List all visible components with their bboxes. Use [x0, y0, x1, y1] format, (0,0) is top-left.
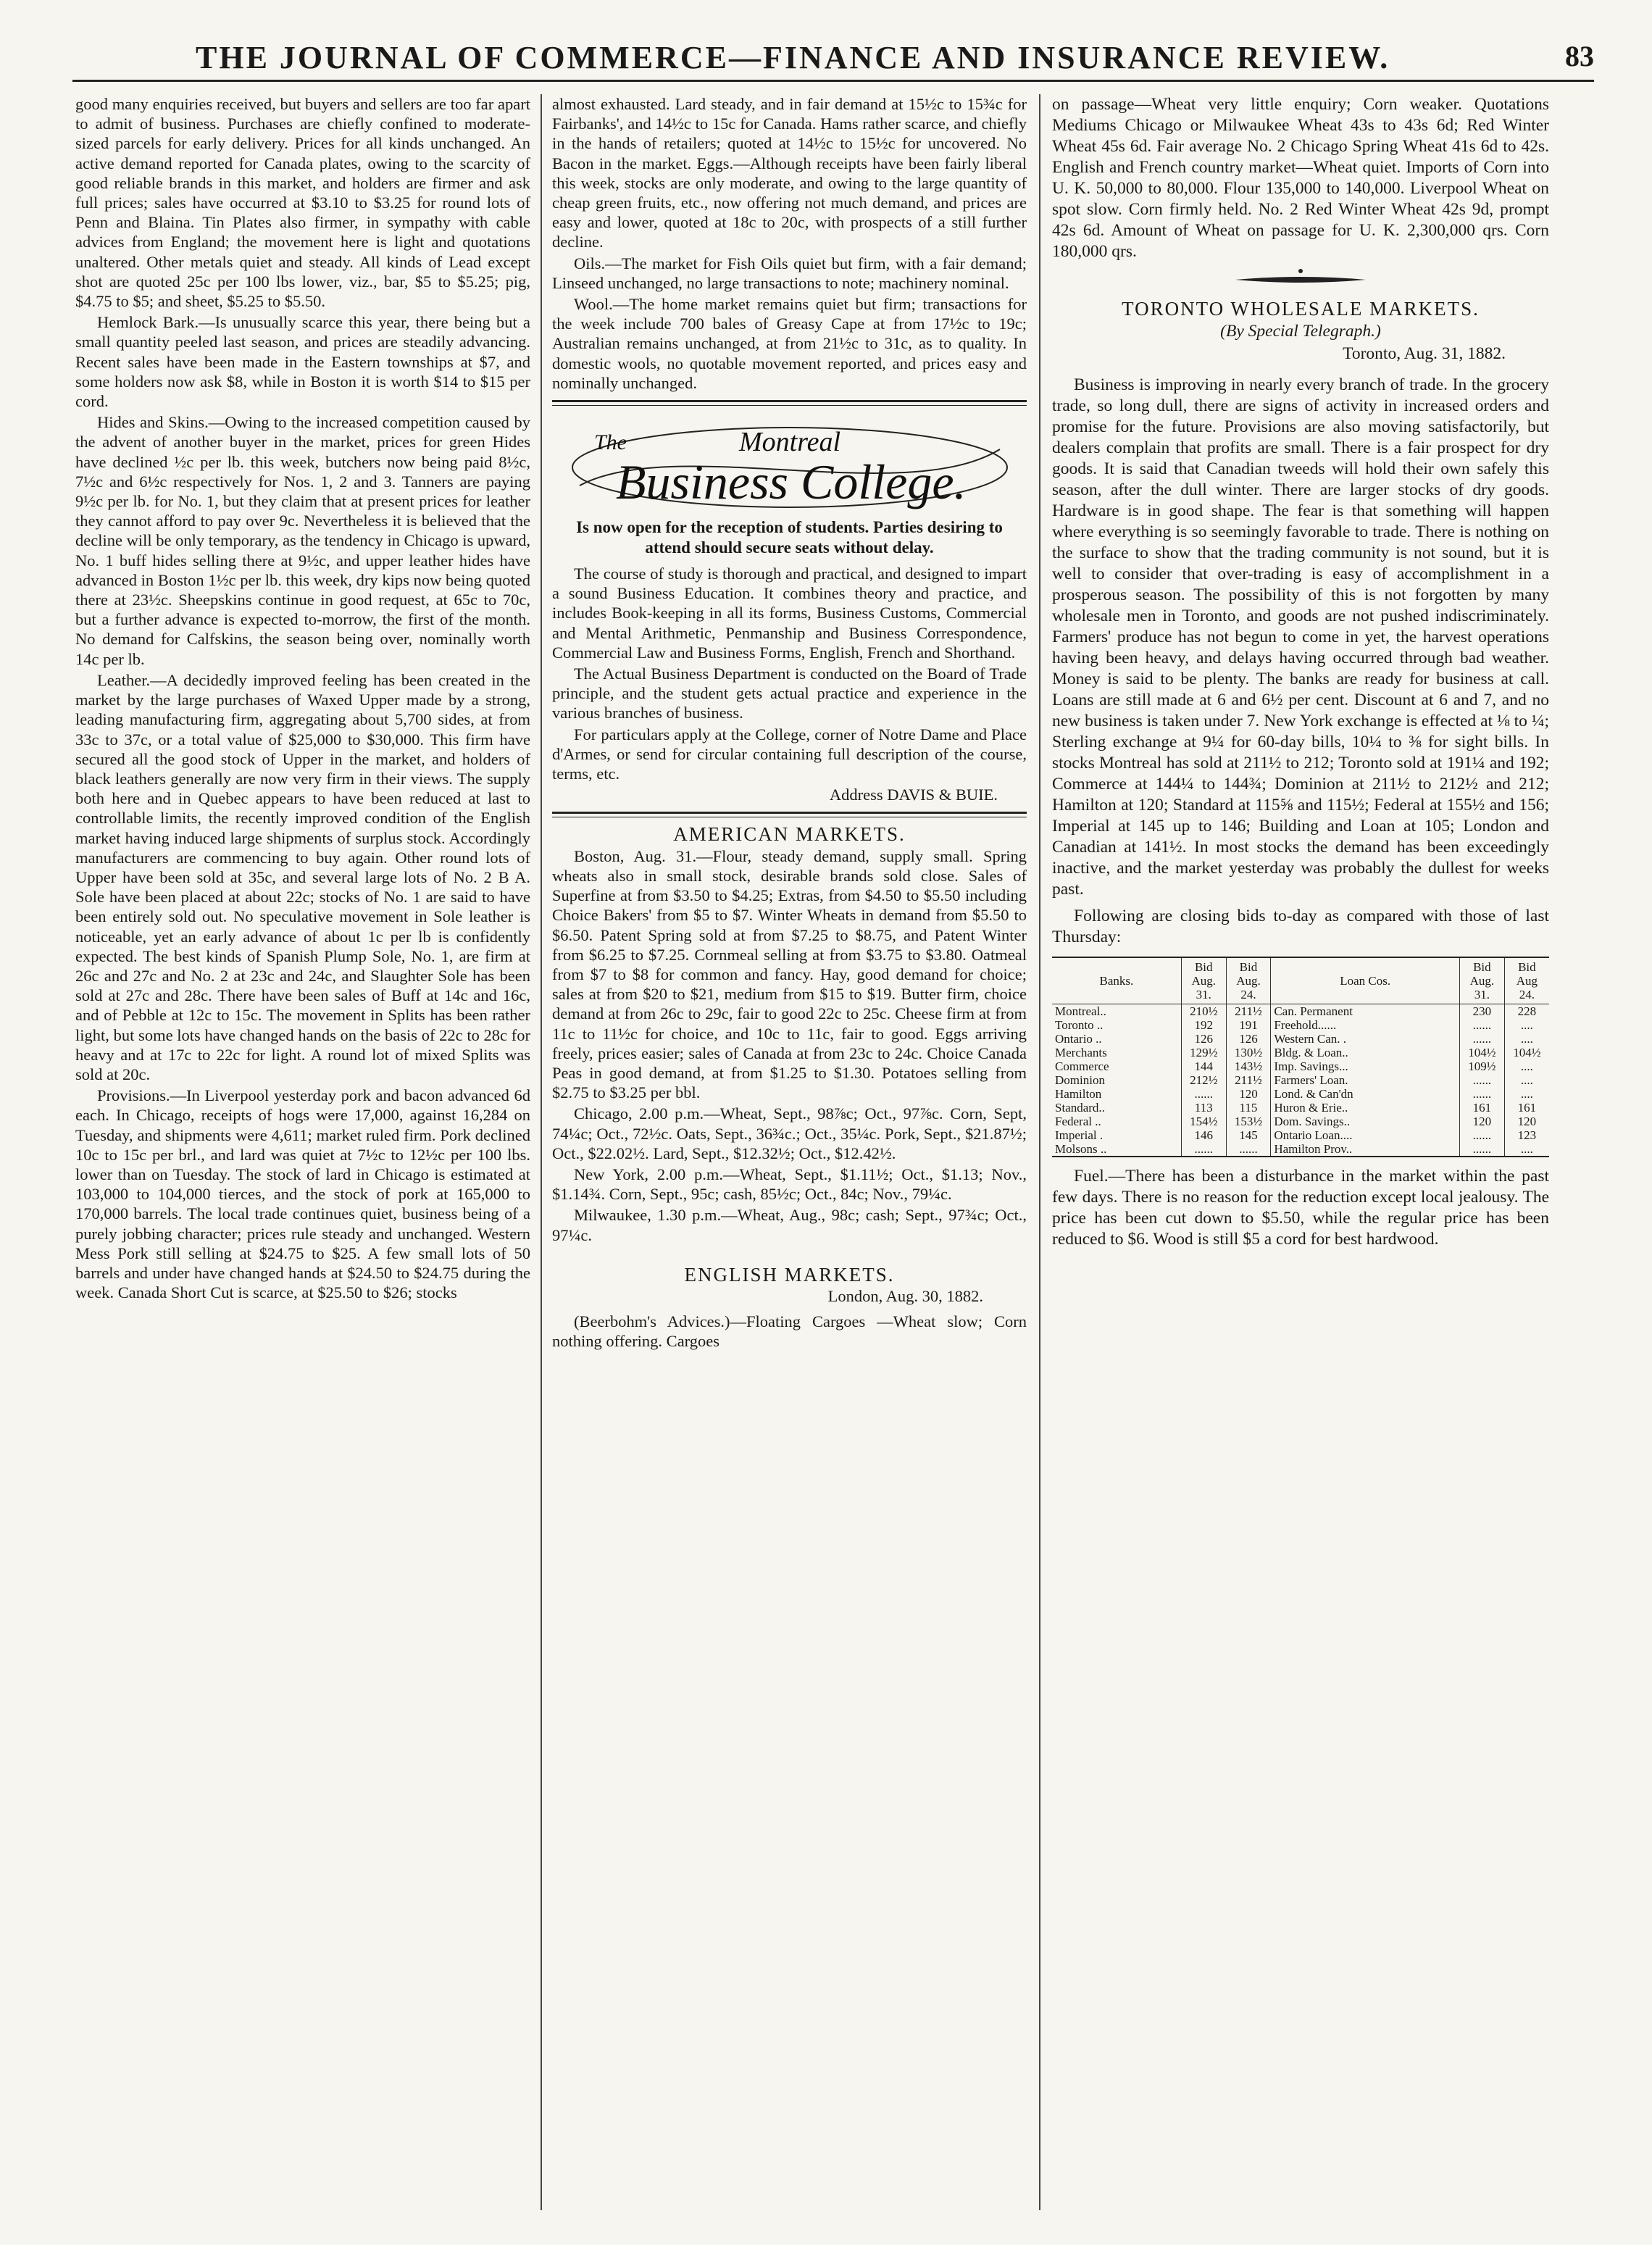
table-cell: ....: [1504, 1032, 1549, 1046]
table-cell: Can. Permanent: [1271, 1004, 1460, 1019]
header-loan-cos: Loan Cos.: [1271, 957, 1460, 1004]
paragraph-provisions: Provisions.—In Liverpool yesterday pork and bacon advanced 6d each. In Chicago, receipts of hogs were 17,000, against 16,284 on Tuesday, and shipments were 4,611; market ruled firm. Pork declined 10c to 15c per brl., and lard was quiet at 7½c to 12½c per 100 lbs. lower than on Tuesday. The stock of lard in Chicago is estimated at 103,000 to 104,000 tierces, and the stock of pork at 165,000 to 170,000 barrels. The local trade continues quiet, business being of a purely jobbing character; prices rule steady and unchanged. Western Mess Pork still selling at $24.75 to $25. A few small lots of 50 barrels and under have changed hands at $24.50 to $24.75 during the week. Canada Short Cut is scarce, at $25.50 to $26; stocks: [75, 1086, 530, 1302]
table-cell: 109½: [1460, 1059, 1505, 1073]
toronto-business: Business is improving in nearly every branch of trade. In the grocery trade, so long dull, there are signs of activity in increased orders and promise for the future. Provisions are also moving satisfactorily, but dealers complain that profits are small. There is a fair prospect for dry goods. It is said that Canadian tweeds will hold their own safely this season, after the dull winter. There are larger stocks of dry goods. Hardware is in good shape. The fear is that something will happen where everything is so seemingly favorable to trade. There is nothing on the surface to show that the trading community is not sound, but it is well to consider that over-trading is easy of accomplishment in a prosperous season. The possibility of this is not forgotten by many wholesale men in Toronto, and goods are not pushed indiscriminately. Farmers' produce has not begun to come in yet, the harvest operations having been heavy, and delays having occurred through bad weather. Money is said to be plenty. The banks are ready for business at call. Loans are still made at 6 and 6½ per cent. Discount at 6 and 7, and no new business is taken under 7. New York exchange is effected at ⅛ to ¼; Sterling exchange at 9¼ for 60-day bills, 10¼ to ⅜ for sight bills. In stocks Montreal has sold at 211½ to 212; Toronto sold at 191¼ and 192; Commerce at 144¼ to 144¾; Dominion at 211½ to 212½ and 212; Hamilton at 120; Standard at 115⅝ and 115½; Federal at 155½ and 156; Imperial at 145 up to 146; Building and Loan at 105; London and Canadian at 141½. In most stocks the demand has been exceedingly inactive, and the market yesterday was probably the dullest for weeks past.: [1052, 375, 1549, 899]
table-cell: 123: [1504, 1128, 1549, 1142]
table-cell: Ontario Loan....: [1271, 1128, 1460, 1142]
table-cell: 130½: [1226, 1046, 1271, 1059]
table-cell: 228: [1504, 1004, 1549, 1019]
table-cell: 191: [1226, 1018, 1271, 1032]
table-row: [1052, 1142, 1549, 1157]
ad-body-department: The Actual Business Department is conducted on the Board of Trade principle, and the student gets actual practice and experience in the various branches of business.: [552, 665, 1027, 722]
header-banks: Banks.: [1052, 957, 1181, 1004]
column-rule: [1039, 94, 1040, 2210]
journal-title: THE JOURNAL OF COMMERCE—FINANCE AND INSURANCE REVIEW.: [196, 40, 1390, 75]
ad-body-particulars: For particulars apply at the College, corner of Notre Dame and Place d'Armes, or send for circular containing full description of the course, terms, etc.: [552, 725, 1027, 783]
table-cell: 115: [1226, 1101, 1271, 1115]
american-new-york: New York, 2.00 p.m.—Wheat, Sept., $1.11½; Oct., $1.13; Nov., $1.14¾. Corn, Sept., 95c; cash, 85½c; Oct., 84c; Nov., 79¼c.: [552, 1165, 1027, 1204]
table-header-row: [1052, 957, 1549, 1004]
toronto-markets-heading: TORONTO WHOLESALE MARKETS.: [1122, 298, 1480, 320]
table-cell: Imperial .: [1055, 1128, 1104, 1142]
page-header: [72, 35, 1594, 82]
english-dateline: London, Aug. 30, 1882.: [827, 1286, 983, 1305]
ad-headline: Is now open for the reception of students. Parties desiring to attend should secure seats without delay.: [576, 518, 1003, 557]
table-cell: 144: [1181, 1059, 1226, 1073]
table-cell: ......: [1460, 1087, 1505, 1101]
table-cell: Imp. Savings...: [1271, 1059, 1460, 1073]
paragraph-hemlock-bark: Hemlock Bark.—Is unusually scarce this year, there being but a small quantity peeled last season, and prices are steadily advancing. Recent sales have been made in the Eastern townships at $7, and some holders now ask $8, while in Boston it is worth $14 to $15 per cord.: [75, 313, 530, 411]
table-cell: ....: [1504, 1087, 1549, 1101]
table-cell: 104½: [1460, 1046, 1505, 1059]
table-row: [1052, 1004, 1549, 1019]
logo-text-montreal: Montreal: [738, 427, 840, 458]
table-cell: 192: [1181, 1018, 1226, 1032]
english-markets-heading: ENGLISH MARKETS.: [684, 1263, 895, 1286]
table-cell: Huron & Erie..: [1271, 1101, 1460, 1115]
paragraph-oils: Oils.—The market for Fish Oils quiet but firm, with a fair demand; Linseed unchanged, no large transactions to note; machinery nominal.: [552, 254, 1027, 292]
table-row: [1052, 1018, 1549, 1032]
table-cell: ......: [1181, 1087, 1226, 1101]
header-bid-24: Bid Aug. 24.: [1226, 957, 1271, 1004]
table-row: [1052, 1073, 1549, 1087]
table-cell: 113: [1181, 1101, 1226, 1115]
column-right: [1052, 94, 1549, 1251]
table-cell: 120: [1504, 1115, 1549, 1128]
table-cell: ......: [1460, 1018, 1505, 1032]
table-cell: Farmers' Loan.: [1271, 1073, 1460, 1087]
logo-text-the: The: [593, 430, 627, 455]
paragraph-hides-skins: Hides and Skins.—Owing to the increased competition caused by the advent of another buyer in the market, prices for green Hides have declined ½c per lb. this week, butchers now being paid 8½c, 7½c and 6½c respectively for Nos. 1, 2 and 3. Tanners are paying 9½c per lb. for No. 1, but they claim that at present prices for leather they cannot afford to pay over 9c. Nevertheless it is believed that the decline will be only temporary, as the tendency in Chicago is upward, No. 1 buff hides selling there at 9½c, and upper leather hides have advanced in Boston 1½c per lb. this week, dry kips now being quoted there at 23½c. Sheepskins continue in good request, at 65c to 70c, but a further advance is expected to-morrow, the first of the month. No demand for Calfskins, the season being over, nominally worth 14c per lb.: [75, 413, 530, 668]
table-cell: ......: [1181, 1142, 1226, 1157]
table-cell: 126: [1226, 1032, 1271, 1046]
table-cell: ....: [1504, 1059, 1549, 1073]
table-cell: Merchants: [1055, 1046, 1107, 1059]
ornament-rule-icon: [1228, 267, 1373, 288]
american-chicago: Chicago, 2.00 p.m.—Wheat, Sept., 98⅞c; Oct., 97⅞c. Corn, Sept, 74¼c; Oct., 72½c. Oats, Sept., 36¾c.; Oct., 35¼c. Pork, Sept., $21.87½; Oct., $22.02½. Lard, Sept., $12.32½; Oct., $12.42½.: [552, 1104, 1027, 1162]
table-cell: 120: [1226, 1087, 1271, 1101]
column-rule: [541, 94, 542, 2210]
ad-body-course: The course of study is thorough and practical, and designed to impart a sound Business Education. It combines theory and practice, and includes Book-keeping in all its forms, Business Customs, Commercial and Mental Arithmetic, Penmanship and Business Correspondence, Commercial Law and Business Forms, English, French and Shorthand.: [552, 565, 1027, 662]
closing-bids-table: [1052, 957, 1549, 1157]
table-row: [1052, 1059, 1549, 1073]
table-cell: ....: [1504, 1018, 1549, 1032]
table-cell: Western Can. .: [1271, 1032, 1460, 1046]
table-cell: ....: [1504, 1142, 1549, 1157]
table-cell: Dom. Savings..: [1271, 1115, 1460, 1128]
table-cell: 210½: [1181, 1004, 1226, 1019]
toronto-closing-bids: Following are closing bids to-day as compared with those of last Thursday:: [1052, 907, 1549, 946]
table-cell: ....: [1504, 1073, 1549, 1087]
paragraph-fuel: Fuel.—There has been a disturbance in the market within the past few days. There is no reason for the reduction except local jealousy. The price has been cut down to $5.50, while the regular price has been reduced to $6. Wood is still $5 a cord for best hardwood.: [1052, 1167, 1549, 1249]
table-cell: Ontario ..: [1055, 1032, 1102, 1046]
section-divider: [552, 812, 1027, 817]
header-bid-24-loan: Bid Aug 24.: [1504, 957, 1549, 1004]
table-cell: 211½: [1226, 1073, 1271, 1087]
table-cell: 212½: [1181, 1073, 1226, 1087]
section-divider: [552, 400, 1027, 406]
table-cell: 211½: [1226, 1004, 1271, 1019]
table-cell: Molsons ..: [1055, 1142, 1107, 1156]
table-row: [1052, 1101, 1549, 1115]
paragraph-lard: almost exhausted. Lard steady, and in fair demand at 15½c to 15¾c for Fairbanks', and 14½c to 15c for Canada. Hams rather scarce, and chiefly in the hands of retailers; quoted at 14½c to 15½c for uncovered. No Bacon in the market. Eggs.—Although receipts have been fairly liberal this week, stocks are only moderate, and owing to the large quantity of cheap green fruits, etc., now offering not much demand, and prices are easy and lower, quoted at 18c to 20c, with prospects of a still further decline.: [552, 95, 1027, 251]
table-cell: 104½: [1504, 1046, 1549, 1059]
table-cell: 129½: [1181, 1046, 1226, 1059]
table-cell: ......: [1460, 1073, 1505, 1087]
american-markets-heading: AMERICAN MARKETS.: [673, 823, 906, 846]
table-cell: Dominion: [1055, 1073, 1105, 1087]
column-middle: [552, 94, 1027, 1353]
table-cell: Hamilton: [1055, 1087, 1102, 1101]
table-cell: 153½: [1226, 1115, 1271, 1128]
college-logo: [552, 413, 1027, 515]
table-cell: 161: [1460, 1101, 1505, 1115]
toronto-subheading: (By Special Telegraph.): [1220, 322, 1381, 341]
page-number: 83: [1565, 40, 1594, 72]
table-cell: Toronto ..: [1055, 1018, 1104, 1032]
table-cell: 145: [1226, 1128, 1271, 1142]
table-cell: Commerce: [1055, 1059, 1109, 1073]
section-ornament: [1052, 267, 1549, 294]
table-cell: ......: [1460, 1142, 1505, 1157]
header-bid-31-loan: Bid Aug. 31.: [1460, 957, 1505, 1004]
english-paragraph: (Beerbohm's Advices.)—Floating Cargoes —Wheat slow; Corn nothing offering. Cargoes: [552, 1312, 1027, 1351]
toronto-dateline: Toronto, Aug. 31, 1882.: [1343, 344, 1506, 363]
ad-address: Address DAVIS & BUIE.: [829, 786, 998, 804]
table-cell: Freehold......: [1271, 1018, 1460, 1032]
table-cell: 120: [1460, 1115, 1505, 1128]
header-bid-31: Bid Aug. 31.: [1181, 957, 1226, 1004]
table-row: [1052, 1046, 1549, 1059]
table-row: [1052, 1087, 1549, 1101]
logo-text-main: Business College.: [615, 454, 967, 510]
table-cell: Hamilton Prov..: [1271, 1142, 1460, 1157]
table-cell: 126: [1181, 1032, 1226, 1046]
table-row: [1052, 1128, 1549, 1142]
paragraph-leather: Leather.—A decidedly improved feeling has been created in the market by the large purchases of Waxed Upper made by a strong, leading manufacturing firm, aggregating about 5,700 sides, at from 33c to 37c, or a total value of $25,000 to $30,000. This firm have secured all the good stock of Upper in the market, and holders of black leathers generally are now very firm in their views. The supply both here and in Quebec appears to have been reduced at last to controllable limits, the recently improved condition of the English market having induced large shipments of surplus stock. Accordingly manufacturers are commencing to buy again. Other round lots of Upper have been sold at 35c, and several large lots of No. 2 B A. Sole have been placed at about 22c; stocks of No. 1 are said to have been entirely sold out. No speculative movement in Sole leather is noticeable, yet an early advance of about 1c per lb is confidently expected. The best kinds of Spanish Plump Sole, No. 1, are firm at 26c and 27c and No. 2 at 23c and 24c, and Slaughter Sole has been sold at 27c and 28c. There have been sales of Buff at 14c and 16c, and of Pebble at 12c to 15c. The movement in Splits has been rather light, but some lots have changed hands on the basis of 22c to 28c for heavy and at 17c to 22c for light. A round lot of mixed Splits was sold at 20c.: [75, 670, 530, 1083]
paragraph-wool: Wool.—The home market remains quiet but firm; transactions for the week include 700 bales of Greasy Cape at from 17½c to 19c; Australian remains unchanged, at from 21½c to 31c, as to quality. In domestic wools, no quotable movement reported, and prices easy and nominally unchanged.: [552, 295, 1027, 392]
table-cell: ......: [1226, 1142, 1271, 1157]
table-cell: 143½: [1226, 1059, 1271, 1073]
table-row: [1052, 1032, 1549, 1046]
table-cell: 146: [1181, 1128, 1226, 1142]
table-cell: Standard..: [1055, 1101, 1105, 1115]
table-cell: Bldg. & Loan..: [1271, 1046, 1460, 1059]
table-cell: ......: [1460, 1032, 1505, 1046]
table-cell: Lond. & Can'dn: [1271, 1087, 1460, 1101]
table-cell: 230: [1460, 1004, 1505, 1019]
table-cell: Montreal..: [1055, 1004, 1106, 1018]
table-cell: Federal ..: [1055, 1115, 1101, 1128]
college-logo-script: [565, 413, 1014, 515]
table-row: [1052, 1115, 1549, 1128]
american-milwaukee: Milwaukee, 1.30 p.m.—Wheat, Aug., 98c; cash; Sept., 97¾c; Oct., 97¼c.: [552, 1206, 1027, 1244]
column-left: [75, 94, 530, 1304]
paragraph-metals: good many enquiries received, but buyers and sellers are too far apart to admit of business. Purchases are chiefly confined to moderate-sized parcels for early delivery. Prices for all kinds unchanged. An active demand reported for Canada plates, owing to the scarcity of good reliable brands in this market, and holders are firmer and ask full prices; sales have occurred at $3.10 to $3.25 for round lots of Penn and Blaina. Tin Plates also firmer, in sympathy with cable advices from England; the movement here is light and quotations unaltered. Other metals quiet and steady. All kinds of Lead except shot are quoted 25c per 100 lbs lower, viz., bar, $5 to $5.25; pig, $4.75 to $5; and sheet, $5.25 to $5.50.: [75, 95, 530, 311]
table-cell: 154½: [1181, 1115, 1226, 1128]
american-boston: Boston, Aug. 31.—Flour, steady demand, supply small. Spring wheats also in small stock, desirable brands sold close. Sales of Superfine at from $3.50 to $4.25; Extras, from $4.50 to $5.50 including Choice Bakers' from $5 to $7. Winter Wheats in demand from $5.50 to $6.50. Patent Spring sold at from $7.25 to $8.75, and Patent Winter from $6.25 to $7.25. Cornmeal selling at from $3.75 to $3.80. Oatmeal from $7 to $8 for common and fancy. Hay, good demand for choice; sales at from $20 to $21, medium from $15 to $19. Butter firm, choice demand at from 26c to 29c, fair to good 22c to 25c. Cheese firm at from 11c to 11½c for choice, and 10c to 11c, fair to good. Eggs arriving freely, prices easier; sales of Canada at from 23c to 24c. Choice Canada Peas in good demand, at from $1.25 to $1.30. Potatoes selling from $2.75 to $3.25 per bbl.: [552, 846, 1027, 1102]
table-cell: ......: [1460, 1128, 1505, 1142]
english-continued: on passage—Wheat very little enquiry; Corn weaker. Quotations Mediums Chicago or Milwaukee Wheat 43s to 43s 6d; Red Winter Wheat 45s 6d. Fair average No. 2 Chicago Spring Wheat 41s 6d to 42s. English and French country market—Wheat quiet. Imports of Corn into U. K. 50,000 to 80,000. Flour 135,000 to 140,000. Liverpool Wheat on spot slow. Corn firmly held. No. 2 Red Winter Wheat 42s 9d, prompt 42s 6d. Amount of Wheat on passage for U. K. 2,300,000 qrs. Corn 180,000 qrs.: [1052, 95, 1549, 261]
table-cell: 161: [1504, 1101, 1549, 1115]
